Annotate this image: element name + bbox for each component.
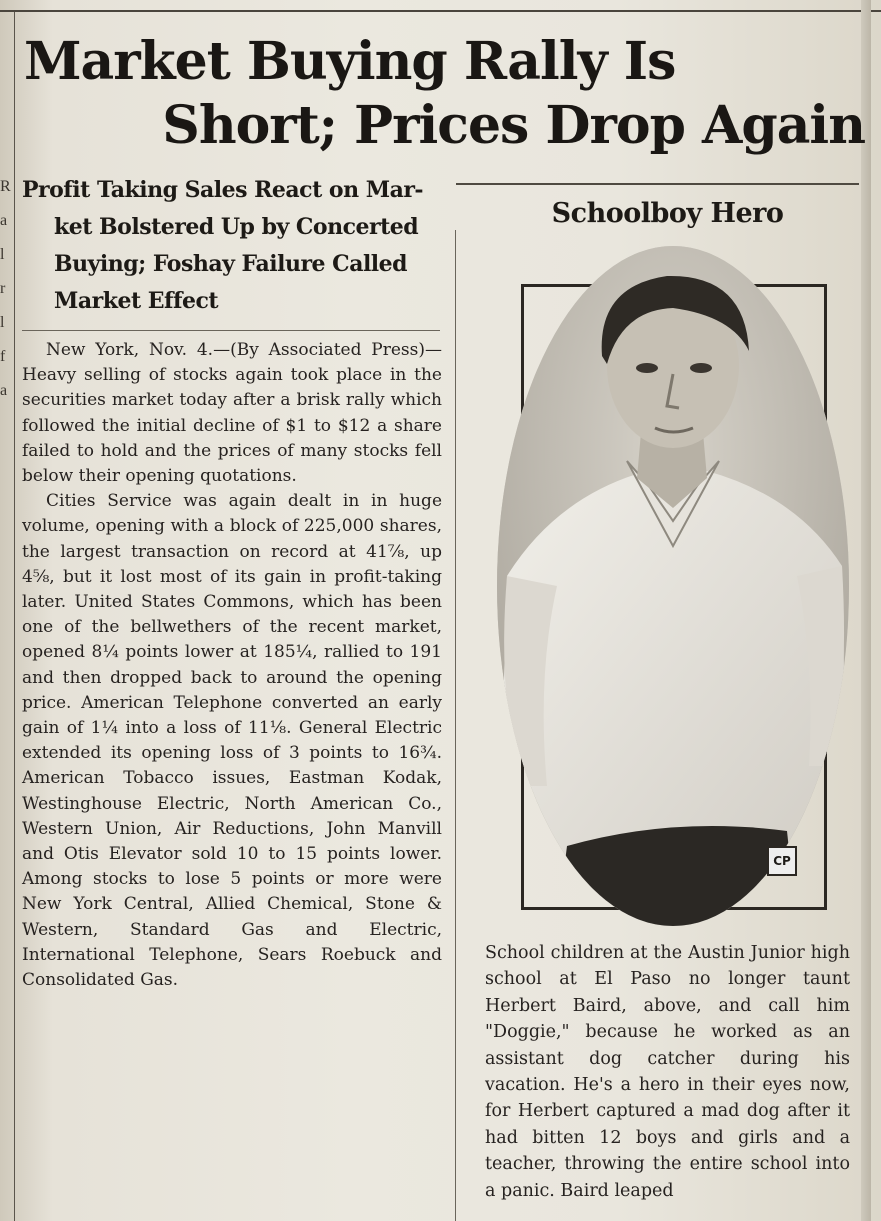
top-border-rule <box>0 10 881 12</box>
caption-text: School children at the Austin Junior high school at El Paso no longer taunt Herbert Baird, above, and call him "Doggie," because he worked as an assistant dog catcher during his vacation. He's a hero in their eyes now, for Herbert captured a mad dog after it had bitten 12 boys and girls and a teacher, throwing the entire school into a panic. Baird leaped <box>485 943 850 1201</box>
photo-credit-mark: CP <box>767 846 797 876</box>
gutter-letter: r <box>0 280 6 297</box>
photo-container <box>497 246 849 926</box>
gutter-letter: a <box>0 382 8 399</box>
portrait-illustration <box>497 246 849 926</box>
headline-line-2: Short; Prices Drop Again <box>162 95 865 156</box>
adjacent-column-fragments <box>0 170 12 408</box>
gutter-letter: R <box>0 178 11 195</box>
subhead-line: Profit Taking Sales React on Mar- <box>22 177 424 203</box>
subhead-divider <box>22 330 440 331</box>
main-headline <box>22 30 867 158</box>
gutter-letter: f <box>0 348 6 365</box>
portrait-photo <box>497 246 849 926</box>
left-column-rule <box>14 12 15 1221</box>
photo-column-top-rule <box>456 183 859 185</box>
gutter-letter: a <box>0 212 8 229</box>
headline-line-1: Market Buying Rally Is <box>24 31 676 92</box>
page-right-edge <box>861 0 871 1221</box>
article-subheadline <box>22 172 442 320</box>
subhead-line: Buying; Foshay Failure Called <box>54 251 408 277</box>
article-paragraph: Cities Service was again dealt in in huge volume, opening with a block of 225,000 shares, the largest transaction on record at 41⅞, up 4⅝, but it lost most of its gain in profit-taking later. United States Commons, which has been one of the bellwethers of the recent market, opened 8¼ points lower at 185¼, rallied to 191 and then dropped back to around the opening price. American Telephone converted an early gain of 1¼ into a loss of 11⅛. General Electric extended its opening loss of 3 points to 16¾. American Tobacco issues, Eastman Kodak, Westinghouse Electric, North American Co., Western Union, Air Reductions, John Manvill and Otis Elevator sold 10 to 15 points lower. Among stocks to lose 5 points or more were New York Central, Allied Chemical, Stone & Western, Standard Gas and Electric, International Telephone, Sears Roebuck and Consolidated Gas. <box>22 491 442 991</box>
gutter-letter: l <box>0 246 5 263</box>
photo-title: Schoolboy Hero <box>551 198 784 229</box>
article-paragraph: New York, Nov. 4.—(By Associated Press)—Heavy selling of stocks again took place in the securities market today after a brisk rally which followed the initial decline of $1 to $12 a share failed to hold and the prices of many stocks fell below their opening quotations. <box>22 340 442 487</box>
subhead-line: ket Bolstered Up by Concerted <box>54 214 419 240</box>
photo-caption <box>485 940 850 1204</box>
subhead-line: Market Effect <box>54 288 219 314</box>
article-body <box>22 338 442 993</box>
gutter-letter: l <box>0 314 5 331</box>
column-divider <box>455 230 456 1221</box>
